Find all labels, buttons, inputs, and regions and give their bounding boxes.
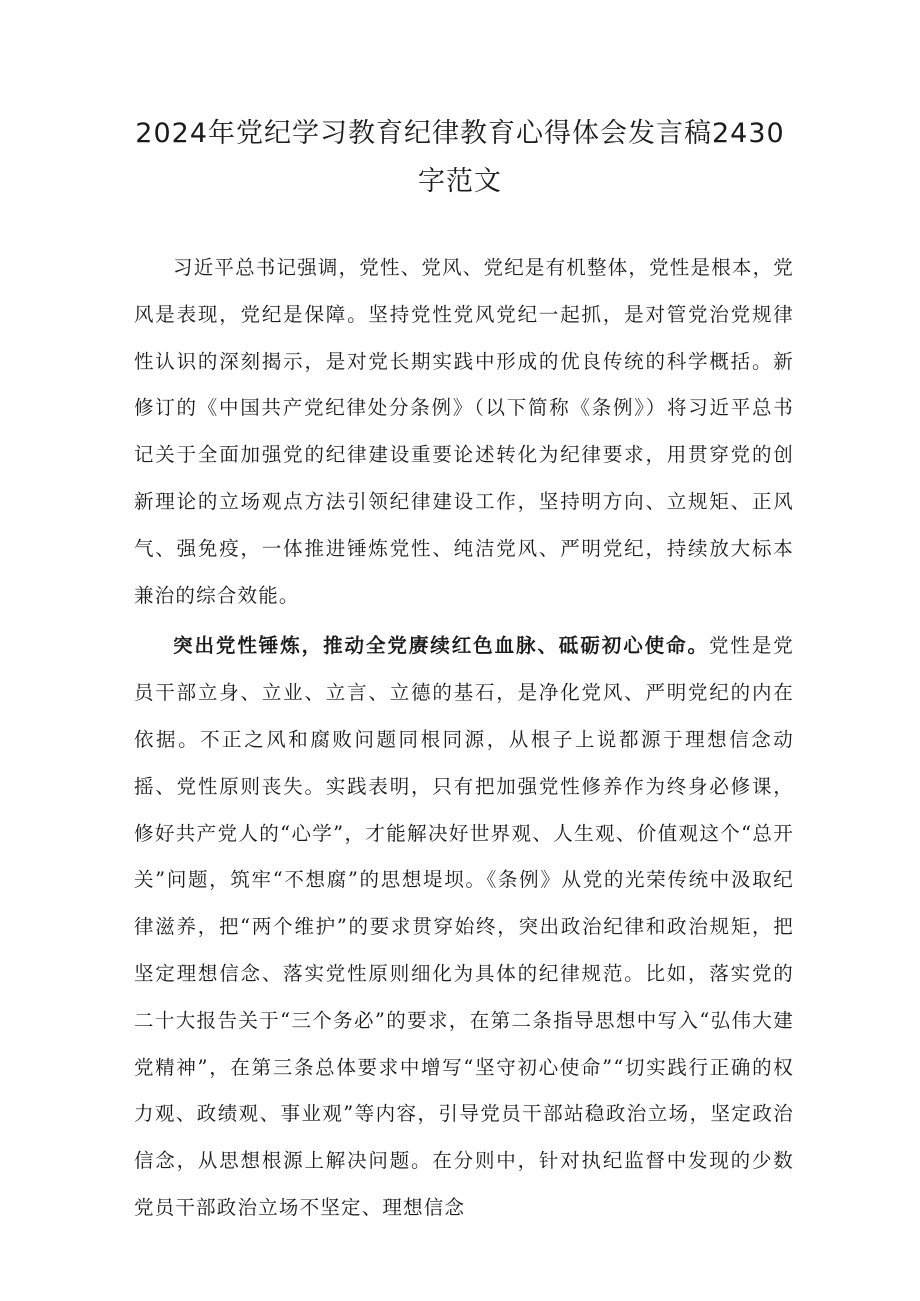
paragraph-2 (134, 623, 794, 1231)
document-title (120, 110, 800, 206)
paragraph-1: 习近平总书记强调，党性、党风、党纪是有机整体，党性是根本，党风是表现，党纪是保障。坚持党性党风党纪一起抓，是对管党治党规律性认识的深刻揭示，是对党长期实践中形成的优良传统的科学概括。新修订的《中国共产党纪律处分条例》（以下简称《条例》）将习近平总书记关于全面加强党的纪律建设重要论述转化为纪律要求，用贯穿党的创新理论的立场观点方法引领纪律建设工作，坚持明方向、立规矩、正风气、强免疫，一体推进锤炼党性、纯洁党风、严明党纪，持续放大标本兼治的综合效能。 (134, 256, 795, 607)
document-body (134, 245, 794, 1232)
paragraph-2-body: 党性是党员干部立身、立业、立言、立德的基石，是净化党风、严明党纪的内在依据。不正之风和腐败问题同根同源，从根子上说都源于理想信念动摇、党性原则丧失。实践表明，只有把加强党性修养作为终身必修课，修好共产党人的“心学”，才能解决好世界观、人生观、价值观这个“总开关”问题，筑牢“不想腐”的思想堤坝。《条例》从党的光荣传统中汲取纪律滋养，把“两个维护”的要求贯穿始终，突出政治纪律和政治规矩，把坚定理想信念、落实党性原则细化为具体的纪律规范。比如，落实党的二十大报告关于“三个务必”的要求，在第二条指导思想中写入“弘伟大建党精神”，在第三条总体要求中增写“坚守初心使命”“切实践行正确的权力观、政绩观、事业观”等内容，引导党员干部站稳政治立场，坚定政治信念，从思想根源上解决问题。在分则中，针对执纪监督中发现的少数党员干部政治立场不坚定、理想信念 (134, 634, 794, 1219)
title-line-1: 2024年党纪学习教育纪律教育心得体会发言稿2430 (135, 118, 785, 149)
title-line-2: 字范文 (418, 166, 502, 197)
paragraph-2-lead: 突出党性锤炼，推动全党赓续红色血脉、砥砺初心使命。 (173, 634, 709, 658)
